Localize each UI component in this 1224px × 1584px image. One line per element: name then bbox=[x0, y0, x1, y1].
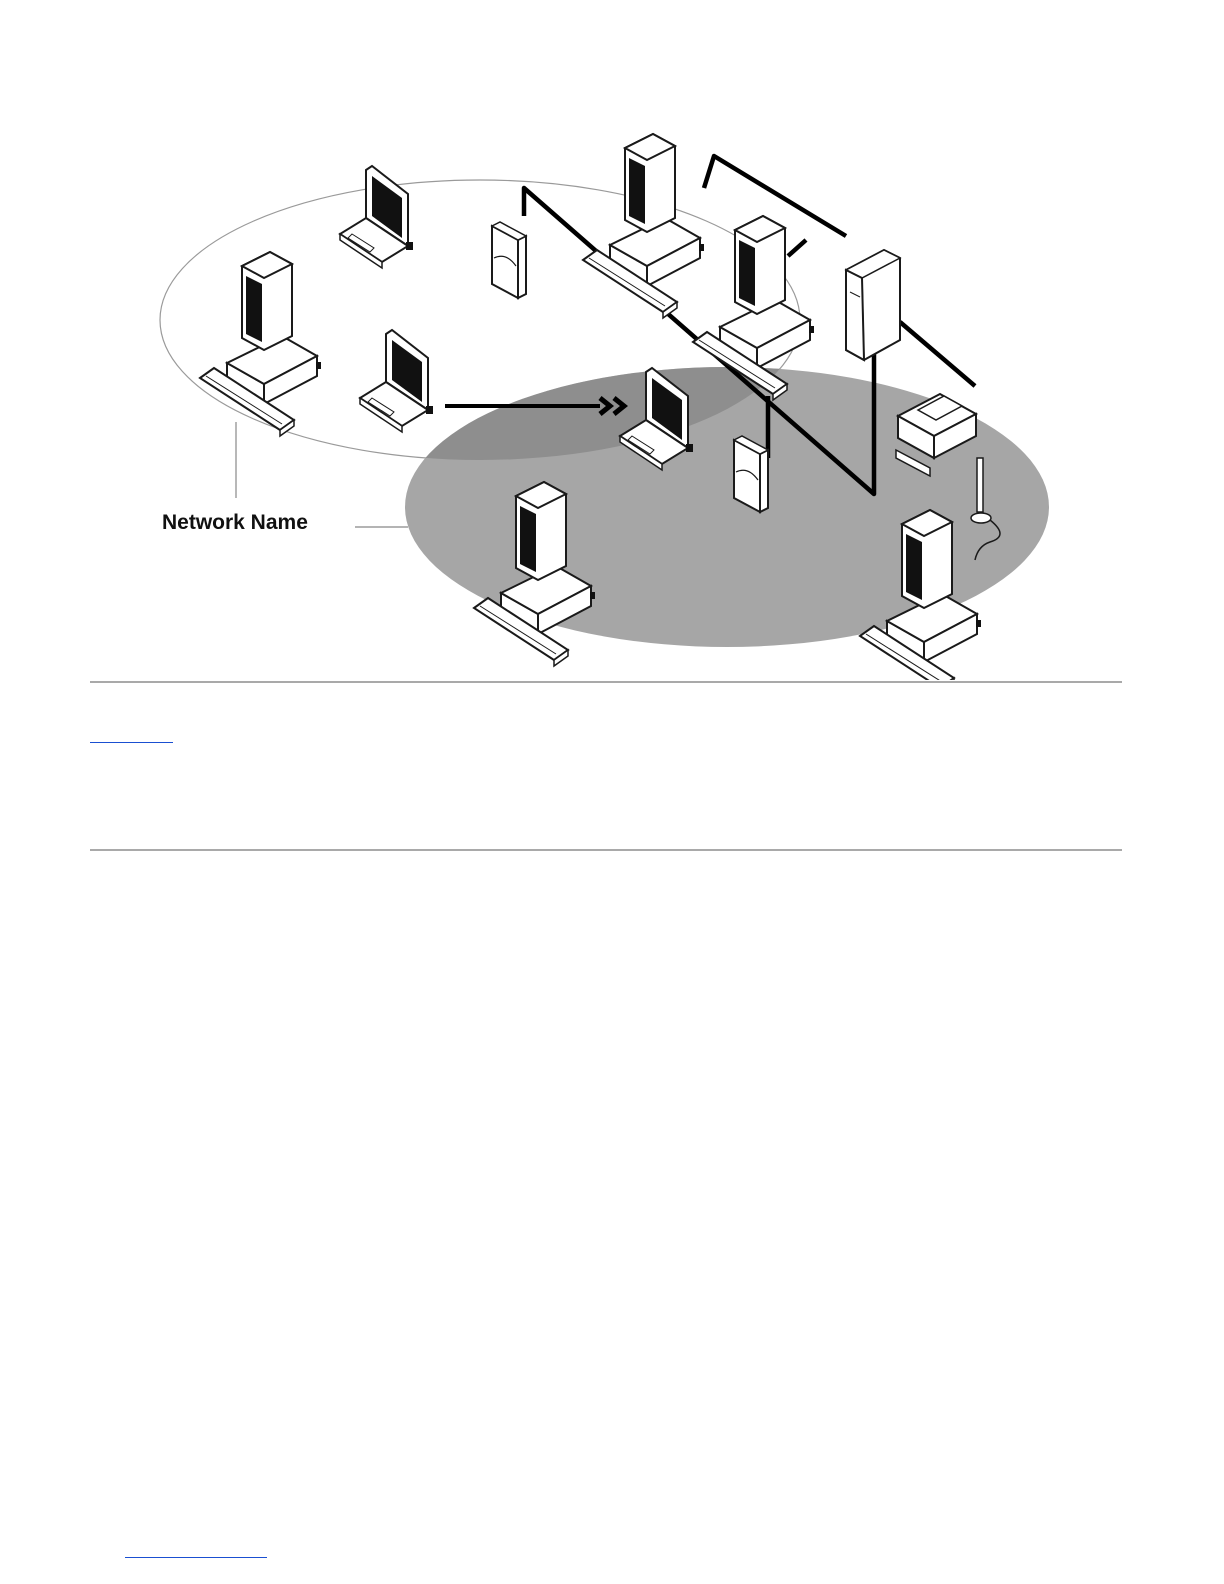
roaming-network-diagram bbox=[0, 0, 1224, 680]
top-rule bbox=[90, 681, 1122, 683]
access-point-icon bbox=[734, 436, 768, 512]
back-link[interactable] bbox=[90, 742, 173, 743]
access-point-icon bbox=[492, 222, 526, 298]
footer-link[interactable] bbox=[125, 1557, 267, 1558]
network-name-label: Network Name bbox=[162, 511, 308, 534]
bottom-rule bbox=[90, 849, 1122, 851]
server-icon bbox=[846, 250, 900, 360]
